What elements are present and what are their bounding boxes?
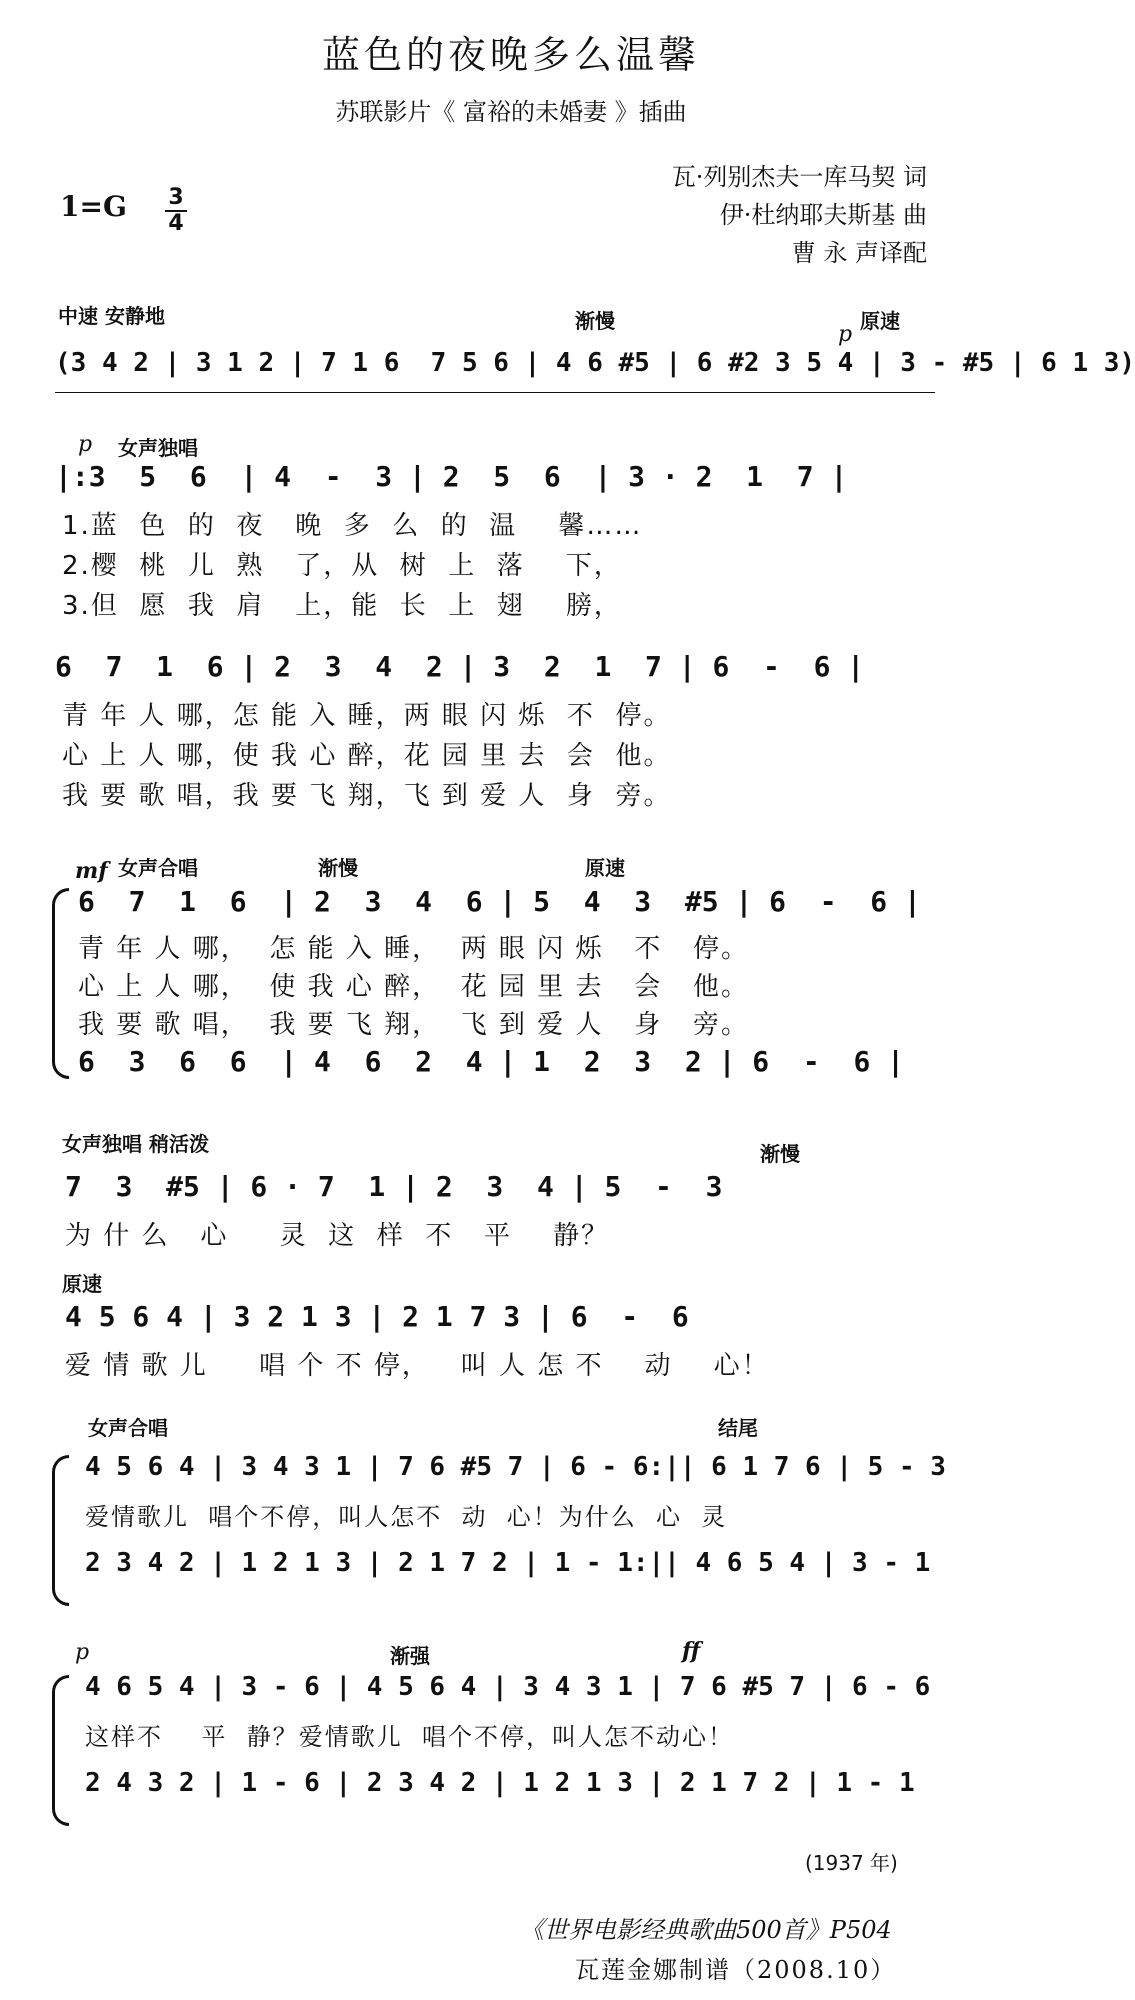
- credit-translator: 曹 永 声译配: [791, 239, 927, 267]
- a-tempo-mark: 原速: [860, 309, 900, 333]
- coda-notes-lower: 2 4 3 2 | 1 - 6 | 2 3 4 2 | 1 2 1 3 | 2 1 7 2 | 1 - 1: [85, 1768, 915, 1798]
- coda-mark: 结尾: [718, 1416, 758, 1440]
- ritardando-mark-3: 渐慢: [760, 1142, 800, 1166]
- dynamic-mf: mf: [75, 858, 108, 884]
- bridge-notes-2: 4 5 6 4 | 3 2 1 3 | 2 1 7 3 | 6 - 6: [65, 1300, 689, 1333]
- lyric-2-3: 我 要 歌 唱，我 要 飞 翔，飞 到 爱 人 身 旁。: [62, 781, 672, 811]
- bridge-notes-1: 7 3 #5 | 6 · 7 1 | 2 3 4 | 5 - 3: [65, 1170, 723, 1203]
- chorus-notes-upper: 6 7 1 6 | 2 3 4 6 | 5 4 3 #5 | 6 - 6 |: [78, 885, 921, 918]
- time-bottom: 4: [165, 210, 187, 236]
- maker-note: 瓦莲金娜制谱（2008.10）: [575, 1956, 897, 1984]
- key-signature: 1=G: [60, 190, 127, 223]
- source-note: 《世界电影经典歌曲500首》P504: [520, 1916, 892, 1944]
- lyric-7-1: 这样不 平 静？爱情歌儿 唱个不停，叫人怎不动心！: [85, 1723, 735, 1751]
- dynamic-ff: ff: [682, 1638, 701, 1664]
- staff-divider: [55, 392, 935, 393]
- dynamic-p-coda: p: [75, 1640, 90, 1665]
- lyric-3-3: 我 要 歌 唱， 我 要 飞 翔， 飞 到 爱 人 身 旁。: [78, 1010, 750, 1040]
- solo-mark: 女声独唱: [118, 436, 198, 460]
- coda-notes-upper: 4 6 5 4 | 3 - 6 | 4 5 6 4 | 3 4 3 1 | 7 6 #5 7 | 6 - 6: [85, 1672, 931, 1702]
- song-title: 蓝色的夜晚多么温馨: [321, 33, 700, 77]
- time-top: 3: [168, 185, 184, 210]
- a-tempo-mark-2: 原速: [585, 856, 625, 880]
- chorus-mark-2: 女声合唱: [88, 1416, 168, 1440]
- credit-composer: 伊·杜纳耶夫斯基 曲: [719, 201, 927, 229]
- verse-notes-1: |:3 5 6 | 4 - 3 | 2 5 6 | 3 · 2 1 7 |: [55, 460, 848, 493]
- lyric-6-1: 爱情歌儿 唱个不停，叫人怎不 动 心！为什么 心 灵: [85, 1503, 728, 1531]
- time-signature: [165, 186, 187, 236]
- lyric-2-1: 青 年 人 哪，怎 能 入 睡，两 眼 闪 烁 不 停。: [62, 701, 672, 731]
- lyric-1-1: 1.蓝 色 的 夜 晚 多 么 的 温 馨……: [62, 511, 643, 541]
- dynamic-p-intro: p: [838, 322, 853, 347]
- credit-lyricist: 瓦·列别杰夫一库马契 词: [671, 163, 927, 191]
- ritardando-mark: 渐慢: [575, 309, 615, 333]
- lyric-4-1: 为 什 么 心 灵 这 样 不 平 静？: [65, 1221, 610, 1251]
- chorus2-brace: [52, 1455, 69, 1606]
- crescendo-mark: 渐强: [390, 1644, 430, 1668]
- song-subtitle: 苏联影片《 富裕的未婚妻 》插曲: [335, 98, 687, 126]
- credits: [672, 158, 927, 272]
- verse-notes-2: 6 7 1 6 | 2 3 4 2 | 3 2 1 7 | 6 - 6 |: [55, 650, 865, 683]
- lyric-1-3: 3.但 愿 我 肩 上，能 长 上 翅 膀，: [62, 591, 622, 621]
- lyric-1-2: 2.樱 桃 儿 熟 了，从 树 上 落 下，: [62, 551, 622, 581]
- dynamic-p-verse: p: [78, 432, 93, 457]
- a-tempo-mark-3: 原速: [62, 1272, 102, 1296]
- lyric-3-1: 青 年 人 哪， 怎 能 入 睡， 两 眼 闪 烁 不 停。: [78, 934, 750, 964]
- ritardando-mark-2: 渐慢: [318, 856, 358, 880]
- solo-mark-2: 女声独唱 稍活泼: [62, 1132, 209, 1156]
- lyric-5-1: 爱 情 歌 儿 唱 个 不 停， 叫 人 怎 不 动 心！: [65, 1351, 770, 1381]
- intro-notes: (3 4 2 | 3 1 2 | 7 1 6 7 5 6 | 4 6 #5 | 6 #2 3 5 4 | 3 - #5 | 6 1 3): [55, 348, 1135, 378]
- tempo-mark: 中速 安静地: [58, 304, 165, 328]
- chorus-notes-lower: 6 3 6 6 | 4 6 2 4 | 1 2 3 2 | 6 - 6 |: [78, 1045, 905, 1078]
- chorus-brace: [52, 888, 69, 1079]
- coda-brace: [52, 1675, 69, 1826]
- chorus2-notes-lower: 2 3 4 2 | 1 2 1 3 | 2 1 7 2 | 1 - 1:|| 4 6 5 4 | 3 - 1: [85, 1548, 931, 1578]
- chorus2-notes-upper: 4 5 6 4 | 3 4 3 1 | 7 6 #5 7 | 6 - 6:|| 6 1 7 6 | 5 - 3: [85, 1452, 946, 1482]
- year-note: (1937 年): [805, 1851, 898, 1875]
- lyric-3-2: 心 上 人 哪， 使 我 心 醉， 花 园 里 去 会 他。: [78, 972, 750, 1002]
- chorus-mark: 女声合唱: [118, 856, 198, 880]
- lyric-2-2: 心 上 人 哪，使 我 心 醉，花 园 里 去 会 他。: [62, 741, 672, 771]
